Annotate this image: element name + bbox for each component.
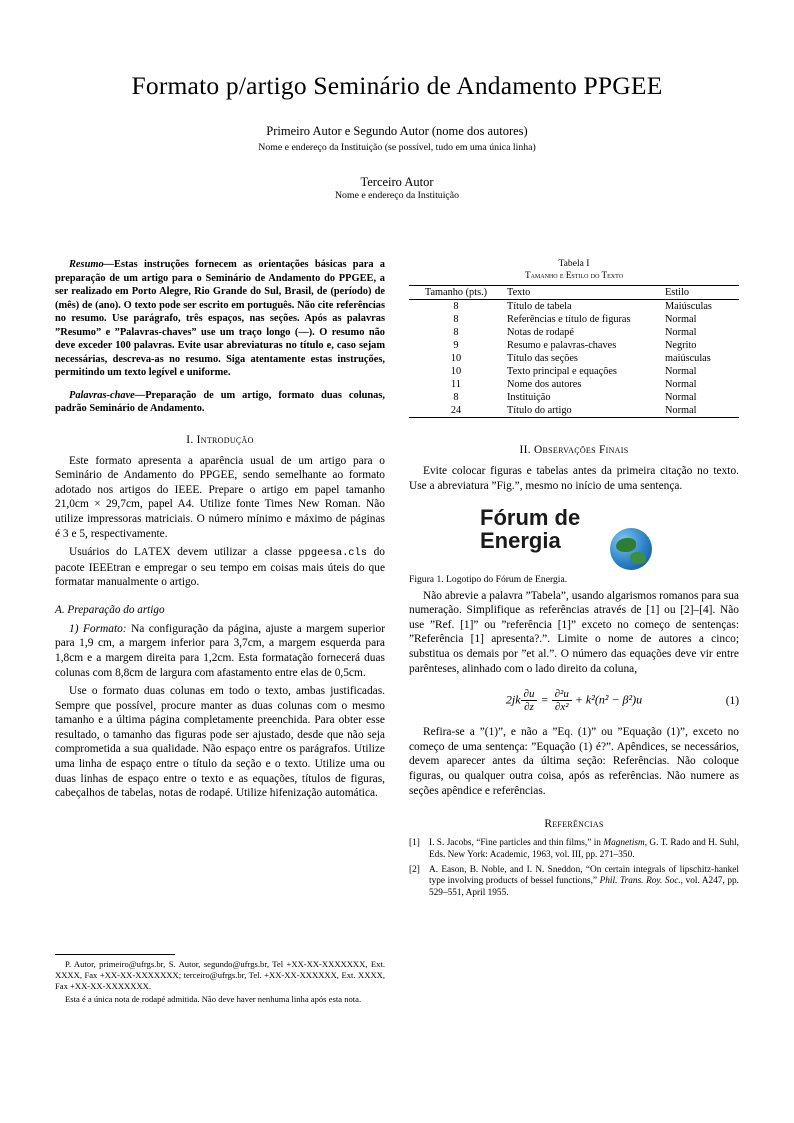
- cell-size: 11: [451, 379, 461, 391]
- table-caption: [409, 258, 739, 282]
- cell-style: maiúsculas: [665, 353, 711, 365]
- globe-icon: [610, 528, 652, 570]
- abstract-lead: Resumo—: [69, 259, 115, 270]
- footnote-rule: [55, 954, 175, 955]
- observacoes-paragraph-1: Evite colocar figuras e tabelas antes da primeira citação no texto. Use a abreviatura ”Fig.”, mesmo no início de uma sentença.: [409, 465, 739, 493]
- intro-p2-part-c: do pacote IEEEtran e empregar o seu tempo em coisas mais úteis do que formatar manualmente o artigo.: [55, 546, 385, 589]
- eq-equals: =: [540, 692, 549, 707]
- cell-text: Nome dos autores: [507, 379, 582, 391]
- intro-p2-part-a: Usuários do L: [69, 546, 142, 559]
- table-header-row: [409, 286, 739, 300]
- cell-text: Instituição: [507, 392, 551, 404]
- cell-size: 10: [450, 366, 462, 378]
- table-row: [409, 300, 739, 314]
- cell-style: Normal: [665, 314, 697, 326]
- cell-style: Normal: [665, 392, 697, 404]
- observacoes-paragraph-3: Refira-se a ”(1)”, e não a ”Eq. (1)” ou ”Equação (1)”, exceto no começo de uma sentença: ”Equação (1) é?”. Apêndices, se necessários, devem aparecer antes da última seção: Referências. Não coloque figuras, ou qualquer outra coisa, após as referências. Não numere as seções apêndice e referências.: [409, 726, 739, 797]
- table-row: [409, 391, 739, 404]
- reference-number: [1]: [409, 838, 420, 849]
- text-size-style-table: [409, 285, 739, 418]
- reference-source: Phil. Trans. Roy. Soc.: [599, 876, 681, 887]
- section-heading-introducao: I. Introdução: [186, 433, 254, 446]
- table-row: [409, 339, 739, 352]
- eq-lhs-coef: 2jk: [505, 692, 521, 707]
- cell-style: Normal: [661, 404, 739, 418]
- subsection-paragraph-1: [55, 622, 385, 680]
- cell-style: Maiúsculas: [665, 301, 712, 313]
- right-column: [409, 258, 739, 903]
- table-row: [409, 313, 739, 326]
- abstract-text: Estas instruções fornecem as orientações básicas para a preparação de um artigo para o Seminário de Andamento do PPGEE, a ser realizado em Porto Alegre, Rio Grande do Sul, Brasil, de (período) de (mês) de (ano). O texto pode ser escrito em português. Não cite referências no resumo. Use parágrafo, três espaços, nas seções. Após as palavras ”Resumo” e ”Palavras-chaves” use um traço longo (—). O resumo não deve exceder 100 palavras. Evite usar abreviaturas no título e, caso sejam necessárias, descreva-as no resumo. Siga atentamente estas instruções, permitindo um texto legível e uniforme.: [55, 259, 385, 379]
- cell-style: Normal: [665, 327, 697, 339]
- footnote-line-1: P. Autor, primeiro@ufrgs.br, S. Autor, segundo@ufrgs.br, Tel +XX-XX-XXXXXXX, Ext. XXXX, Fax +XX-XX-XXXXXXX; terceiro@ufrgs.br, Tel. +XX-XX-XXXXXX, Ext. XXXX, Fax +XX-XX-XXXXXXX.: [55, 959, 385, 991]
- cell-size: 10: [450, 353, 462, 365]
- cell-size: 8: [453, 301, 459, 313]
- cell-text: Notas de rodapé: [507, 327, 574, 339]
- reference-text: [429, 865, 739, 900]
- eq-lhs-frac-top: ∂u: [521, 688, 538, 701]
- cell-text: Título do artigo: [503, 404, 661, 418]
- section-heading-referencias: Referências: [544, 818, 604, 831]
- list-item: [409, 865, 739, 900]
- table-row: [409, 378, 739, 391]
- cell-style: Normal: [665, 366, 697, 378]
- cell-text: Referências e título de figuras: [507, 314, 631, 326]
- subsection-heading-preparacao: A. Preparação do artigo: [55, 603, 165, 616]
- references-list: [409, 838, 739, 900]
- author-third: Terceiro Autor: [360, 175, 434, 190]
- cell-size: 8: [453, 327, 459, 339]
- cell-size: 9: [453, 340, 459, 352]
- cell-text: Resumo e palavras-chaves: [507, 340, 617, 352]
- eq-rhs-fraction: [552, 688, 572, 713]
- abstract: [55, 258, 385, 380]
- equation-body: [506, 688, 642, 713]
- cell-text: Título de tabela: [507, 301, 572, 313]
- eq-rhs-frac-bot: ∂x²: [554, 701, 569, 714]
- table-row: [409, 326, 739, 339]
- affiliation-primary: Nome e endereço da Instituição (se possível, tudo em uma única linha): [258, 142, 536, 154]
- cell-style: Negrito: [665, 340, 697, 352]
- eq-lhs-frac-bot: ∂z: [524, 701, 534, 714]
- reference-post: , vol. A247, pp. 529–551, April 1955.: [429, 876, 740, 898]
- cell-size: 8: [453, 392, 459, 404]
- left-column: [55, 258, 385, 903]
- author-block: [0, 124, 794, 201]
- cell-size: 8: [453, 314, 459, 326]
- reference-number: [2]: [409, 864, 420, 875]
- table-header-text: Texto: [503, 286, 661, 300]
- figure-1: [409, 506, 739, 585]
- authors-primary: Primeiro Autor e Segundo Autor (nome dos autores): [266, 124, 528, 139]
- table-body: [409, 300, 739, 418]
- list-item: [409, 838, 739, 861]
- intro-p2-part-b: devem utilizar a classe: [177, 546, 292, 559]
- subsection-paragraph-2: Use o formato duas colunas em todo o texto, ambas justificadas. Sempre que possível, procure manter as duas colunas com o mesmo tamanho e a última página completamente preenchida. Para obter esse resultado, o tamanho das figuras pode ser ajustado, desde que não seja comprometida a sua qualidade. Não espaço entre os parágrafos. Utilize uma linha de espaço entre o título da seção e o texto. Utilize uma ou duas linhas de espaço entre o texto e as equações, títulos de figuras, cabeçalhos de tabelas, notas de rodapé. Utilize hifenização automática.: [55, 685, 385, 800]
- table-row: [409, 352, 739, 365]
- keywords: [55, 389, 385, 416]
- table-header-size: Tamanho (pts.): [409, 286, 503, 300]
- logo-line-2: Energia: [480, 527, 561, 553]
- reference-source: Magnetism: [603, 838, 645, 849]
- reference-text: [429, 838, 739, 861]
- forum-de-energia-logo: [474, 506, 674, 570]
- figure-caption: Figura 1. Logotipo do Fórum de Energia.: [409, 573, 568, 585]
- intro-paragraph-2: Usuários do LATEX devem utilizar a classe ppgeesa.cls do pacote IEEEtran e empregar o seu tempo em coisas mais úteis do que formatar manualmente o artigo.: [55, 546, 385, 589]
- keywords-text: Preparação de um artigo, formato duas colunas, padrão Seminário de Andamento.: [55, 389, 385, 415]
- intro-paragraph-1: Este formato apresenta a aparência usual de um artigo para o Seminário de Andamento do PPGEE, sendo semelhante ao formato adotado nos artigos do IEEE. Prepare o artigo em papel tamanho 21,0cm × 29,7cm, papel A4. Utilize fonte Times New Roman. Não utilize impressoras matriciais. O número mínimo e máximo de páginas é 3 e 5, respectivamente.: [55, 454, 385, 540]
- class-file-name: ppgeesa.cls: [298, 547, 368, 560]
- affiliation-third: Nome e endereço da Instituição: [334, 190, 460, 202]
- eq-lhs-fraction: [521, 688, 538, 713]
- table-row: [409, 365, 739, 378]
- table-caption-title: Tamanho e Estilo do Texto: [524, 270, 624, 281]
- footnote-line-2: Esta é a única nota de rodapé admitida. Não deve haver nenhuma linha após esta nota.: [65, 994, 362, 1005]
- cell-text: Texto principal e equações: [507, 366, 617, 378]
- observacoes-paragraph-2: Não abrevie a palavra ”Tabela”, usando algarismos romanos para sua numeração. Simplifique as referências através de [1] ou [2]–[4]. Não use ”Ref. [1]” ou ”referência [1]” exceto no começo de sentenças: ”Referência [1] apresenta?.”. Limite o nome de autores a cinco; substitua os demais por ”et al.”. O número das equações deve vir entre parênteses, alinhado com o lado direito da coluna,: [409, 589, 739, 675]
- table-header-style: Estilo: [661, 286, 739, 300]
- cell-text: Título das seções: [507, 353, 578, 365]
- page-title: Formato p/artigo Seminário de Andamento PPGEE: [131, 71, 663, 100]
- eq-rhs-frac-top: ∂²u: [552, 688, 572, 701]
- equation-number: (1): [725, 694, 739, 707]
- table-caption-number: Tabela I: [558, 258, 590, 269]
- section-heading-observacoes: II. Observações Finais: [519, 444, 629, 457]
- subsection-p1-text: Na configuração da página, ajuste a margem superior para 1,9 cm, a margem inferior para 3,7cm, a margem esquerda para 1,8cm e a margem direita para 1,2cm. Esta formatação fornecerá duas colunas com 8,8cm de largura com afastamento entre elas de 0,5cm.: [55, 622, 385, 679]
- equation-1: [409, 688, 739, 713]
- reference-post: , G. T. Rado and H. Suhl, Eds. New York: Academic, 1963, vol. III, pp. 271–350.: [429, 838, 739, 860]
- reference-pre: A. Eason, B. Noble, and I. N. Sneddon, “On certain integrals of lipschitz-hankel type involving products of bessel functions,”: [429, 864, 739, 887]
- reference-pre: I. S. Jacobs, “Fine particles and thin films,” in: [429, 838, 604, 849]
- cell-style: Normal: [665, 379, 697, 391]
- two-column-body: [55, 258, 739, 903]
- logo-line-1: Fórum de: [480, 504, 581, 530]
- keywords-lead: Palavras-chave—: [69, 389, 146, 401]
- eq-rhs-tail: + k²(n² − β²)u: [574, 692, 643, 707]
- subsection-p1-lead: 1) Formato:: [69, 622, 127, 635]
- cell-size: 24: [409, 404, 503, 418]
- table-row: [409, 404, 739, 418]
- footnote-block: [55, 954, 385, 1008]
